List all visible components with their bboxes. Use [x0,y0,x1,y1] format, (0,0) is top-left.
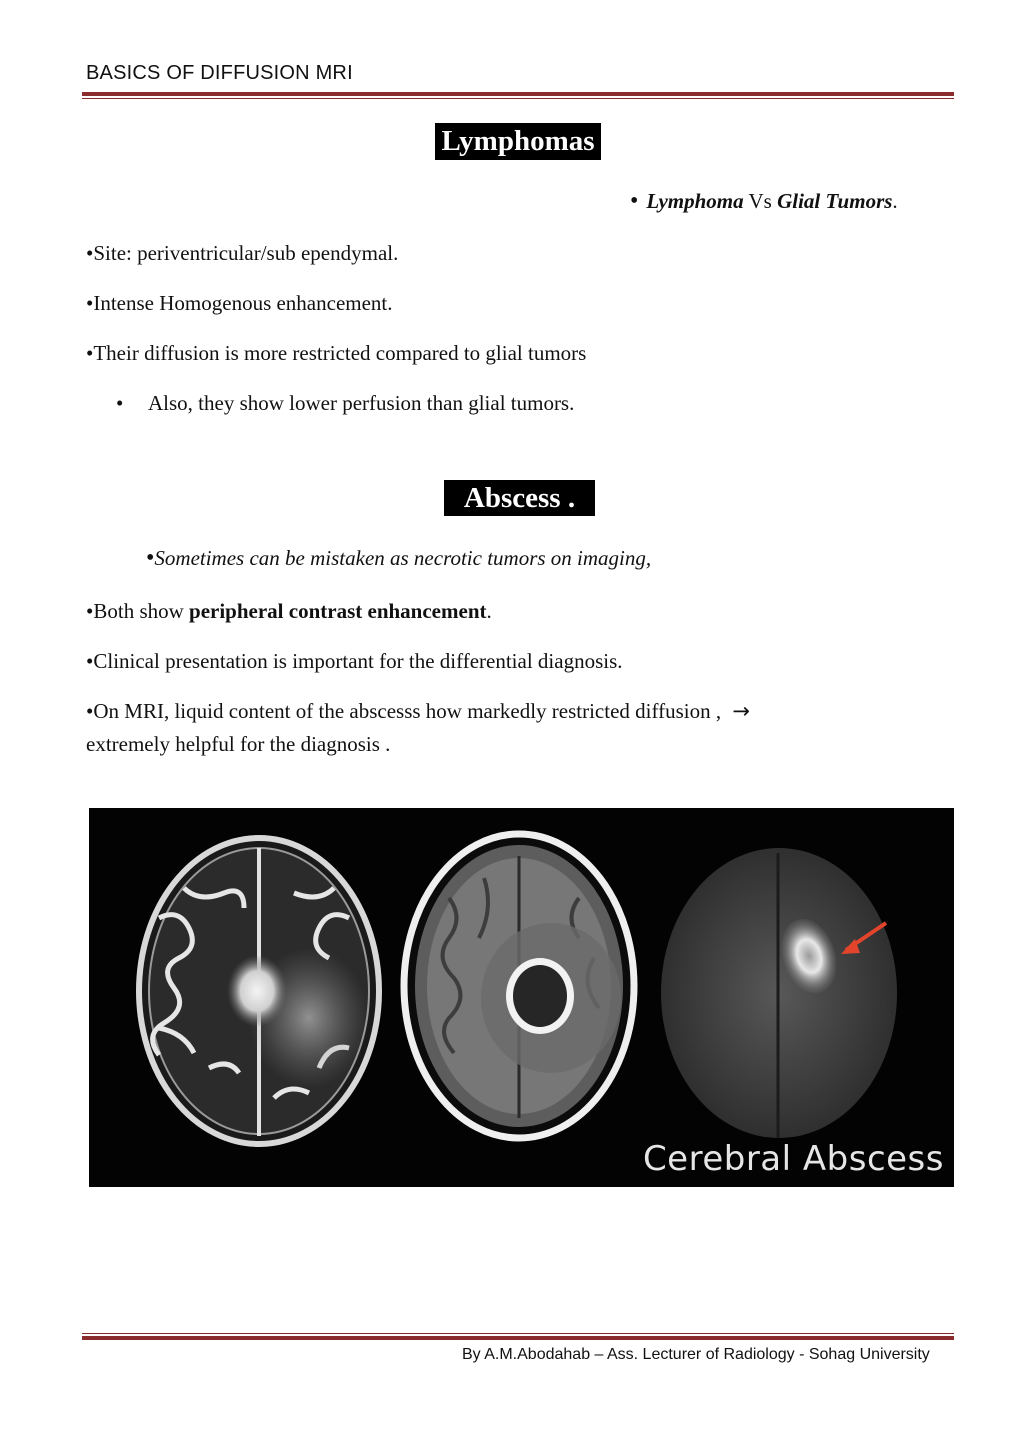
lymphoma-point-enhancement: •Intense Homogenous enhancement. [86,291,393,315]
abscess-point-clinical: •Clinical presentation is important for the differential diagnosis. [86,649,623,673]
vs-word: Vs [743,189,778,213]
both-show-suffix: . [486,599,492,623]
both-show-bold: peripheral contrast enhancement [189,599,487,623]
abscess-heading: Abscess . [444,480,595,516]
document-footer: By A.M.Abodahab – Ass. Lecturer of Radiology - Sohag University [462,1346,930,1363]
abscess-italic-point [146,545,651,572]
abscess-point-mri [86,699,750,724]
period: . [892,189,898,213]
sub-point-text: Also, they show lower perfusion than glial tumors. [148,391,575,415]
both-show-prefix: •Both show [86,599,190,623]
mri-t1-contrast-image [404,834,634,1138]
header-rule [82,92,954,99]
document-header-title: BASICS OF DIFFUSION MRI [86,62,353,84]
abscess-point-mri-continued: extremely helpful for the diagnosis . [86,732,391,756]
right-arrow-icon: → [732,699,750,723]
italic-point-text: Sometimes can be mistaken as necrotic tumors on imaging, [154,546,652,570]
bullet: • [630,188,639,214]
mri-line-text: •On MRI, liquid content of the abscesss how markedly restricted diffusion , [86,699,722,723]
mri-t2-image [139,838,379,1144]
mri-figure [89,808,954,1187]
lymphoma-vs-glial-line [630,188,898,215]
lymphomas-heading: Lymphomas [435,123,601,160]
figure-caption: Cerebral Abscess [642,1139,944,1179]
lymphoma-point-site: •Site: periventricular/sub ependymal. [86,241,399,265]
footer-rule [82,1333,954,1340]
lymphoma-point-diffusion: •Their diffusion is more restricted compared to glial tumors [86,341,587,365]
sub-bullet: • [116,391,124,415]
mri-images [89,808,954,1187]
lymphoma-sub-point-perfusion [116,391,574,416]
abscess-point-both-show [86,599,492,624]
bullet: • [146,545,155,571]
lymphoma-term: Lymphoma [646,189,744,213]
mri-dwi-image [661,848,897,1138]
glial-tumors-term: Glial Tumors [777,189,893,213]
